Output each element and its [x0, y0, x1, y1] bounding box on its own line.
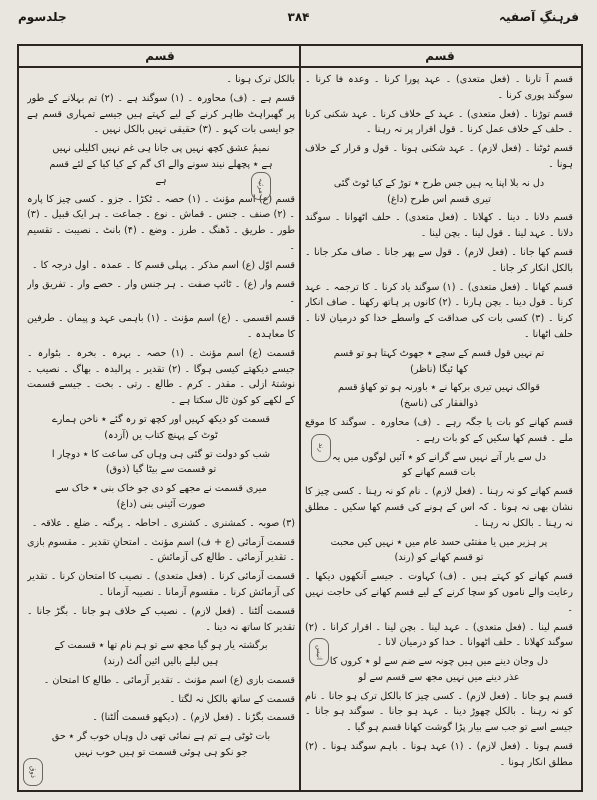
entry: قسم کھانے کو کہتے ہیں ۔ (ف) کہاوت ۔ جیسے آنکھوں دیکھا ۔ رعایت والے ناموں کو سچا کرنے کے لیے قسم کھانے کی حاجت نہیں ۔ [305, 571, 573, 614]
entry: قسمت آزمائی کرنا ۔ (فعل متعدی) ۔ نصیب کا امتحان کرنا ۔ تقدیر کی آزمائش کرنا ۔ مقسوم آزمانا ۔ نصیبہ آزمانا ۔ [27, 571, 295, 598]
entry: قسم کھا جانا ۔ (فعل لازم) ۔ قول سے پھر جانا ۔ صاف مکر جانا ۔ بالکل انکار کر جانا ۔ [305, 246, 573, 274]
verse-couplet: نمیمٔ عشق کچھ نہیں پی جانا ہی غم نہیں اکلیلی نہیں ہے ٭ پچھلے نیند سونے والے اک گم کے کیا کیا کے لئے قسم ہے [49, 143, 273, 186]
volume-label: جلدسوم [18, 10, 67, 24]
verse-couplet: میری قسمت نے مجھے کو دی جو خاک بنی ٭ خاک سے صورت آئینی بنی (داغ) [55, 483, 267, 510]
verse-couplet: بات ٹوٹی ہے تم ہے نمائی تھی دل وہاں خوب گر ٭ حق جو نکو ہی ہوئی قسمت تو ہیں خوب نہیں [51, 731, 271, 759]
entry: قسم توڑنا ۔ (فعل متعدی) ۔ عہد کے خلاف کرنا ۔ عہد شکنی کرنا ۔ حلف کے خلاف عمل کرنا ۔ قول اقرار پر نہ رہنا ۔ [305, 108, 573, 136]
entry: قسم ہو جانا ۔ (فعل لازم) ۔ کسی چیز کا بالکل ترک ہو جانا ۔ نام کو نہ رہنا ۔ بالکل چھوڑ دینا ۔ عہد ہو جانا ۔ سوگند ہو جانا ۔ جیسے اسے تو جب سے بیار پڑا گوشت کھانا قسم ہو گیا ۔ [305, 690, 573, 734]
entry: قسم ٹوٹنا ۔ (فعل لازم) ۔ عہد شکنی ہونا ۔ قول و قرار کے خلاف ہونا ۔ [305, 143, 573, 170]
verse-couplet: قوالک نہیں تیری برکھا نے ٭ باورنہ ہو تو کھاؤ قسم ذوالفقار کی (ناسخ) [338, 382, 540, 410]
entry: قسمت بگڑنا ۔ (فعل لازم) ۔ (دیکھو قسمت اُلٹنا) ۔ [92, 712, 295, 724]
running-title: فرہنگِ آصفیہ [499, 10, 579, 24]
page-number: ۳۸۴ [287, 10, 310, 24]
left-column-heading: قسم [19, 46, 301, 68]
entry: قسم کھانا ۔ (فعل متعدی) ۔ (۱) سوگند یاد کرنا ۔ کا ترجمہ ۔ عہد کرنا ۔ قول دینا ۔ بچن ہارنا ۔ (۲) کانوں پر ہاتھ رکھنا ۔ صاف انکار کرنا ۔ (۳) کسی بات کی صداقت کے واسطے خدا کو درمیان لانا ۔ حلف اٹھانا ۔ [305, 281, 573, 340]
entry: قسم اوّل (ع) اسم مذکر ۔ پہلی قسم کا ۔ عمدہ ۔ اول درجہ کا ۔ [32, 259, 295, 271]
entry: (۳) صوبہ ۔ کمشنری ۔ کشنری ۔ احاطہ ۔ پرگنہ ۔ ضلع ۔ علاقہ ۔ [31, 517, 295, 529]
entry: قسمت آزمائی (ع + ف) اسم مؤنث ۔ امتحانِ تقدیر ۔ مقسوم بازی ۔ تقدیر آزمائی ۔ طالع کی آزمائش ۔ [27, 536, 295, 564]
text-frame [17, 44, 583, 792]
poet-stamp: مرثیہ [251, 172, 271, 200]
entry: قسم کھانے کو بات یا جگہ رہے ۔ (ف) محاورہ ۔ سوگند کا موقع ملے ۔ قسم کھا سکیں کے کو بات رہے ۔ [305, 416, 573, 444]
entry: قسمت بازی (ع) اسم مؤنث ۔ تقدیر آزمائی ۔ طالع کا امتحان ۔ [43, 674, 295, 686]
entry: قسمت (ع) اسم مؤنث ۔ (۱) حصہ ۔ بہرہ ۔ بخرہ ۔ بٹوارہ ۔ جیسے دیکھتے کیسی ہوگا ۔ (۲) تقدیر ۔ پرالبدہ ۔ بھاگ ۔ نصیب ۔ نوشتۂ ازلی ۔ مقدر ۔ کرم ۔ طالع ۔ رتی ۔ بخت ۔ جیسے قسمت کے لکھے کو کون ٹال سکتا ہے ۔ [27, 347, 295, 407]
right-column-heading: قسم [299, 46, 581, 68]
verse-couplet: برگشتہ یار ہو گیا مجھ سے تو ہم نام تھا ٭ قسمت کے ہیں لیلے بالیں ائین اُلٹ (رند) [54, 640, 268, 668]
entry: قسم وار (ع) ۔ ٹائپ صفت ۔ ہر جنس وار ۔ حصے وار ۔ تفریق وار ۔ [27, 278, 295, 306]
verse-couplet: پر ہزیر میں یا مفتئی حسد عام میں ٭ نہیں کیں محبت تو قسم کھانے کو (رند) [330, 536, 548, 564]
entry: قسم آ تارنا ۔ (فعل متعدی) ۔ عہد پورا کرنا ۔ وعدہ فا کرنا ۔ سوگند پوری کرنا ۔ [305, 74, 573, 101]
poet-stamp: انیس [309, 638, 329, 666]
column-divider [299, 46, 301, 790]
entry: قسم (ع) اسم مؤنث ۔ (۱) حصہ ۔ ٹکڑا ۔ جزو ۔ کسی چیز کا پارہ ۔ (۲) صنف ۔ جنس ۔ قماش ۔ نوع ۔ جماعت ۔ ہر ایک قبیل ۔ (۳) طور ۔ طریق ۔ ڈھنگ ۔ طرز ۔ وضع ۔ (۴) بانٹ ۔ نصیبت ۔ تقسیم ۔ [27, 193, 295, 252]
poet-stamp: رند [311, 434, 331, 462]
entry: قسمت کے ساتھ بالکل نہ لگتا ۔ [169, 693, 295, 705]
verse-couplet: دل وجان دینے میں ہیں چونہ سے ضم سے لو ٭ کروں کا عذر دینے میں نہیں مجھ سے قسم سے لو [329, 656, 549, 683]
entry: قسمت اُلٹنا ۔ (فعل لازم) ۔ نصیب کے خلاف ہو جانا ۔ بگڑ جانا ۔ تقدیر کا ساتھ نہ دینا ۔ [27, 605, 295, 633]
entry: قسم ہے ۔ (ف) محاورہ ۔ (۱) سوگند ہے ۔ (۲) تم بہلانے کے طور پر گھبراہٹ ظاہر کرنے کے لیے کہتے ہیں جیسے تمہاری قسم ہے جو ایسی بات کہو ۔ (۳) حقیقی نہیں بالکل نہیں ۔ [27, 92, 295, 136]
entry: قسم کھانے کو نہ رہنا ۔ (فعل لازم) ۔ نام کو نہ رہنا ۔ کسی چیز کا نشان بھی نہ ہونا ۔ کہ اس کے ہونے کی قسم کھا سکیں ۔ مطلق نہ رہنا ۔ بالکل نہ رہنا ۔ [305, 486, 573, 529]
entry: قسم لینا ۔ (فعل متعدی) ۔ عہد لینا ۔ بچن لینا ۔ اقرار کرانا ۔ (۲) سوگند کھلانا ۔ حلف اٹھوانا ۔ خدا کو درمیان لانا ۔ [305, 621, 573, 649]
verse-couplet: قسمت کو دیکھ کہیں اور کچھ تو رہ گئے ٭ ناخن ہمارے ٹوٹ کے پہنچ کتاب یں (آزدہ) [52, 413, 270, 441]
entry: قسم اقسمی ۔ (ع) اسم مؤنث ۔ (۱) باہمی عہد و پیمان ۔ طرفین کا معاہدہ ۔ [27, 313, 295, 340]
poet-stamp: ذوق [23, 758, 43, 786]
verse-couplet: تم نہیں قول قسم کے سچے ٭ جھوٹ کہتا ہو تو قسم کھا ئیگا (ناظر) [333, 347, 545, 375]
entry: قسم ہونا ۔ (فعل لازم) ۔ (۱) عہد ہونا ۔ باہم سوگند ہونا ۔ (۲) مطلق انکار ہونا ۔ [305, 741, 573, 768]
verse-couplet: دل نہ بلا اپنا یہ ہیں جس طرح ٭ توڑ کے کیا ٹوٹ گئی تیری قسم اس طرح (داغ) [333, 177, 545, 205]
entry: قسم دلانا ۔ دینا ۔ کھلانا ۔ (فعل متعدی) ۔ حلف اٹھوانا ۔ سوگند دلانا ۔ عہد لینا ۔ قول لینا ۔ بچن لینا ۔ [305, 212, 573, 240]
entry: بالکل ترک ہونا ۔ [226, 74, 295, 85]
page-header [14, 6, 583, 32]
right-column [305, 72, 573, 784]
verse-couplet: دل سے یار آتے نہیں سے گرانے کو ٭ آئیں لوگوں میں یہ بات قسم کھانے کو [331, 451, 546, 479]
verse-couplet: شب کو دولت تو گئی ہی وہاں کی ساعت کا ٭ دوچار ا تو قسمت سے بیٹا گیا (ذوق) [51, 448, 271, 476]
